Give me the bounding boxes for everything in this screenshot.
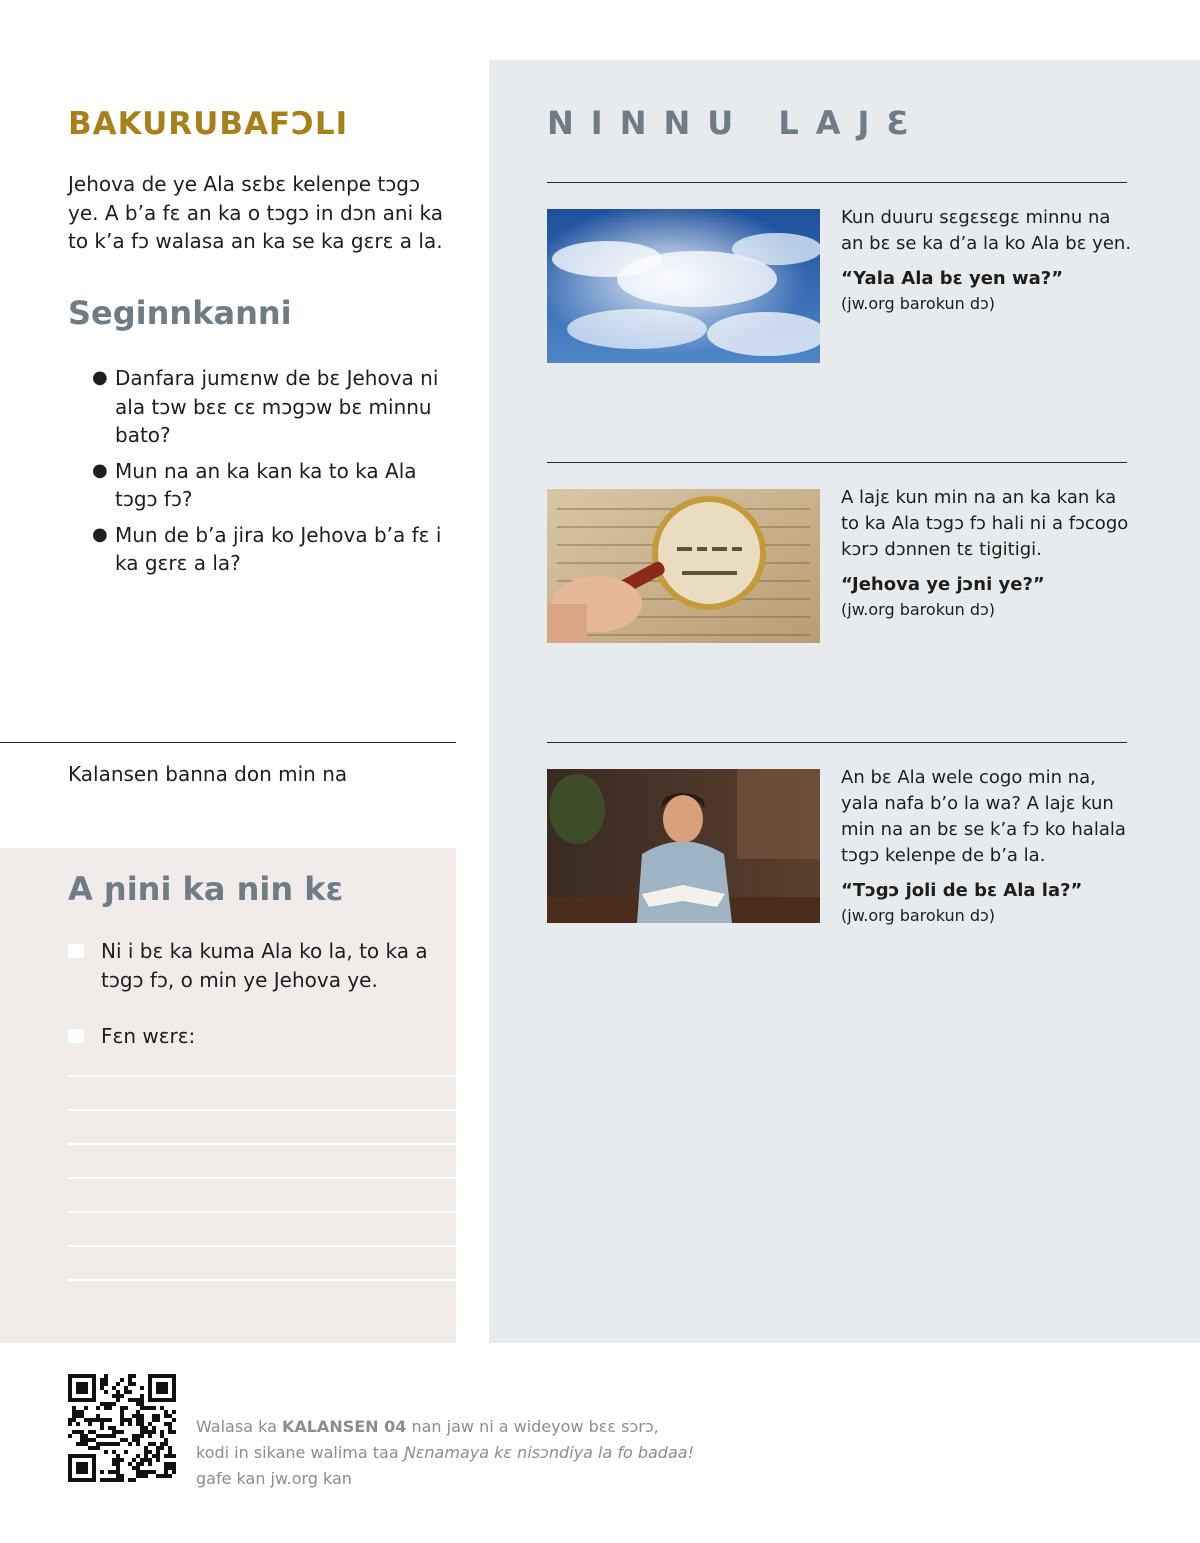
summary-text: Jehova de ye Ala sɛbɛ kelenpe tɔgɔ ye. A b’a fɛ an ka o tɔgɔ in dɔn ani ka to k’a fɔ walasa an ka se ka gɛrɛ a la. [68, 172, 443, 253]
qr-code-icon[interactable] [68, 1374, 176, 1482]
footer-note: Walasa ka KALANSEN 04 nan jaw ni a wideyow bɛɛ sɔrɔ, kodi in sikane walima taa Ɲɛnamaya kɛ nisɔndiya la fo badaa! gafe kan jw.org kan [196, 1417, 694, 1488]
resource-card [841, 205, 1133, 316]
writing-line[interactable] [68, 1109, 456, 1111]
divider [547, 742, 1127, 743]
checkbox-icon[interactable] [68, 1029, 84, 1043]
resource-title-link[interactable]: “Tɔgɔ joli de bɛ Ala la?” [841, 880, 1083, 901]
writing-line[interactable] [68, 1245, 456, 1247]
bullet-icon: ● [92, 523, 108, 545]
writing-line[interactable] [68, 1143, 456, 1145]
book-title: Ɲɛnamaya kɛ nisɔndiya la fo badaa! [403, 1443, 694, 1462]
bullet-icon: ● [92, 459, 108, 481]
writing-line[interactable] [68, 1211, 456, 1213]
sky-clouds-image[interactable] [547, 209, 820, 363]
bullet-icon: ● [92, 367, 108, 388]
goal-heading: A ɲini ka nin kɛ [68, 870, 344, 908]
resource-title-link[interactable]: “Yala Ala bɛ yen wa?” [841, 268, 1064, 289]
divider [547, 462, 1127, 463]
writing-line[interactable] [68, 1075, 456, 1077]
review-heading: Seginnkanni [68, 294, 292, 332]
goal-panel [0, 848, 456, 1343]
website-label: gafe kan jw.org kan [196, 1469, 352, 1488]
divider [547, 182, 1127, 183]
review-question-list [92, 364, 452, 585]
lesson-completed-date-label: Kalansen banna don min na [68, 762, 348, 786]
resource-card [841, 485, 1133, 622]
resource-description: Kun duuru sɛgɛsɛgɛ minnu na an bɛ se ka d’a la ko Ala bɛ yen. [841, 207, 1132, 254]
resource-description: An bɛ Ala wele cogo min na, yala nafa b’o la wa? A lajɛ kun min na an bɛ se k’a fɔ ko halala tɔgɔ kelenpe de b’a la. [841, 767, 1126, 866]
summary-heading: BAKURUBAFƆLI [68, 106, 349, 142]
resource-source: (jw.org barokun dɔ) [841, 294, 996, 313]
resource-title-link[interactable]: “Jehova ye jɔni ye?” [841, 574, 1045, 595]
resource-source: (jw.org barokun dɔ) [841, 906, 996, 925]
divider [0, 742, 456, 743]
magnifier-hebrew-image[interactable] [547, 489, 820, 643]
resource-card [841, 765, 1133, 928]
checkbox-icon[interactable] [68, 944, 84, 958]
review-question: ● Mun de b’a jira ko Jehova b’a fɛ i ka gɛrɛ a la? [92, 522, 442, 575]
review-question: ● Danfara jumɛnw de bɛ Jehova ni ala tɔw bɛɛ cɛ mɔgɔw bɛ minnu bato? [92, 366, 439, 447]
goal-item-other[interactable]: Fɛn wɛrɛ: [68, 1022, 438, 1051]
resource-description: A lajɛ kun min na an ka kan ka to ka Ala tɔgɔ fɔ hali ni a fɔcogo kɔrɔ dɔnnen tɛ tigitigi. [841, 487, 1129, 560]
resource-source: (jw.org barokun dɔ) [841, 600, 996, 619]
writing-line[interactable] [68, 1279, 456, 1281]
writing-line[interactable] [68, 1177, 456, 1179]
man-reading-image[interactable] [547, 769, 820, 923]
review-question: ● Mun na an ka kan ka to ka Ala tɔgɔ fɔ? [92, 458, 417, 511]
explore-heading: NINNU LAJƐ [547, 104, 926, 142]
goal-item[interactable]: Ni i bɛ ka kuma Ala ko la, to ka a tɔgɔ fɔ, o min ye Jehova ye. [68, 937, 438, 994]
lesson-number: KALANSEN 04 [281, 1417, 407, 1436]
